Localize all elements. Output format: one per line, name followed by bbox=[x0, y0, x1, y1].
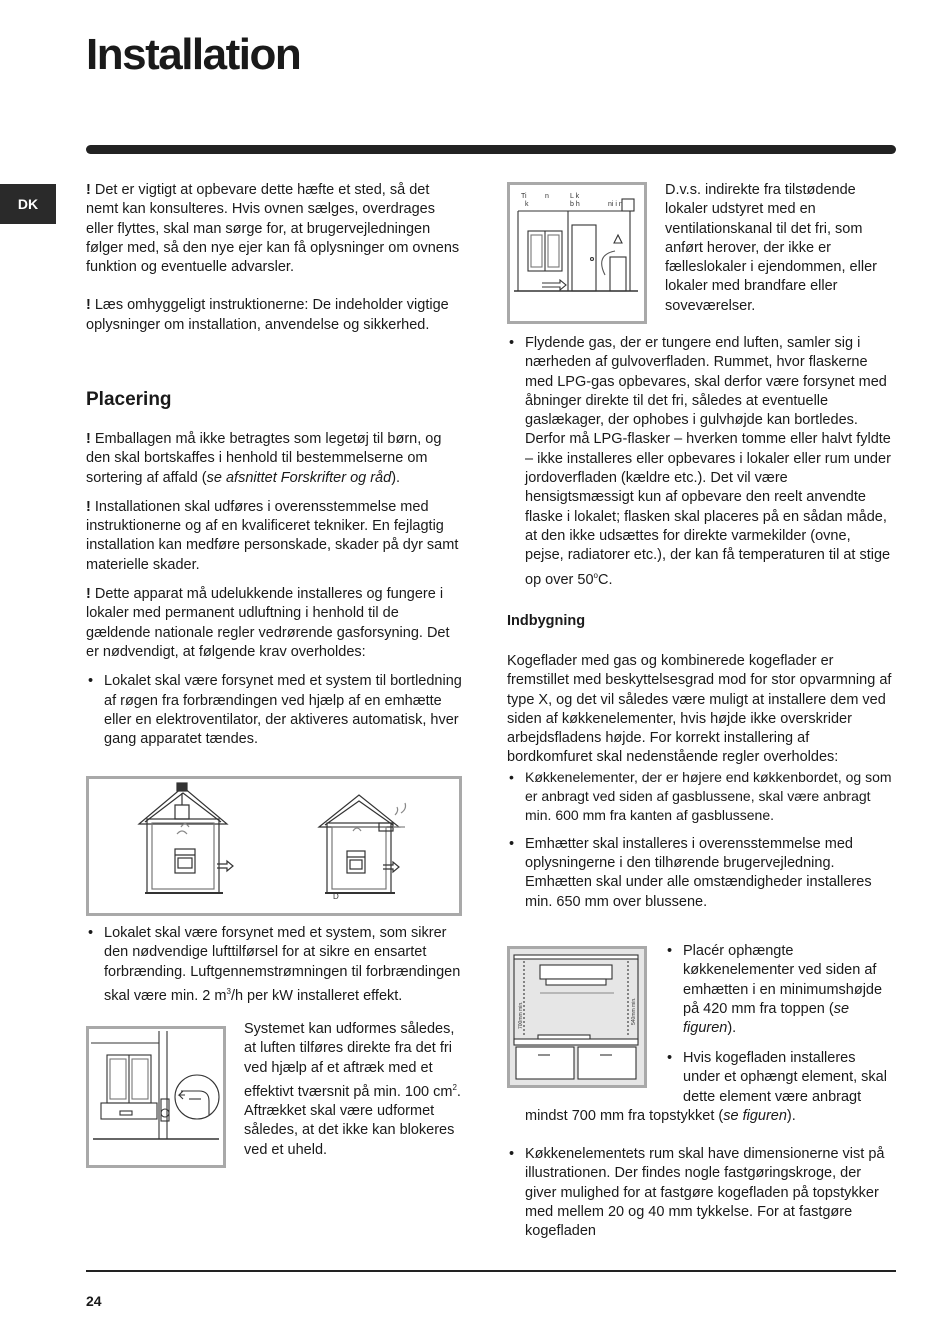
air-supply-text bbox=[86, 924, 464, 1006]
intro-paragraph-2: ! Læs omhyggeligt instruktionerne: De indeholder vigtige oplysninger om installation, anvendelse og sikkerhed. bbox=[86, 297, 449, 333]
packaging-paragraph: ! Emballagen må ikke betragtes som legetøj til børn, og den skal bortskaffes i henhold til bestemmelserne om sortering af affald (se afsnittet Forskrifter og råd). bbox=[86, 431, 442, 486]
air-intake-text bbox=[244, 1020, 464, 1160]
lpg-text bbox=[507, 334, 892, 590]
dim-right-label: 540mm min. bbox=[631, 997, 637, 1025]
air-intake-illustration bbox=[89, 1029, 223, 1165]
fig-label-1: Ti bbox=[521, 193, 527, 200]
footer-rule bbox=[86, 1270, 896, 1272]
page-number: 24 bbox=[86, 1293, 102, 1309]
page-title: Installation bbox=[86, 30, 301, 79]
title-divider bbox=[86, 145, 896, 154]
air-intake-paragraph: Systemet kan udformes således, at luften tilføres direkte fra det fri ved hjælp af et aftræk med et effektivt tværsnit på min. 100 $cm^2$. Aftrækket skal være udformet således, at det ikke kan blokeres ved et uheld. bbox=[244, 1021, 461, 1158]
lpg-bullet: • Flydende gas, der er tungere end luften, samler sig i nærheden af gulvoverfladen. Rummet, hvor flaskerne med LPG-gas opbevares, skal derfor være forsynet med åbninger direkte til det fri, således at eventuelle gaslækager, der ophobes i gulvhøjde kan bortledes. Derfor må LPG-flasker – hverken tomme eller halvt fyldte – ikke installeres eller opbevares i lokaler eller rum under jordoverfladen (kældre etc.). Det vil være hensigtsmæssigt kun af opbevare den reelt anvendte flaske i lokalet; flasken skal placeres på en sådan måde, at den ikke udsættes for direkte varmekilder (ovne, pejse, radiatorer etc.), der kan få temperaturen til at stige op over 50$^o$C. bbox=[509, 335, 891, 588]
dim-left-label: 700mm min. bbox=[518, 1001, 524, 1029]
under-element-continued: mindst 700 mm fra topstykket (se figuren). bbox=[525, 1108, 796, 1124]
cabinet-height-text bbox=[665, 942, 887, 1038]
fig-label-5: b h bbox=[570, 201, 580, 208]
indirect-text bbox=[665, 181, 895, 316]
cabinet-space-text bbox=[507, 1145, 892, 1241]
ventilation-paragraph: ! Dette apparat må udelukkende installeres og fungere i lokaler med permanent udluftning i henhold til de gældende nationale regler vedrørende gasforsyning. Det er nødvendigt, at følgende krav overholdes: bbox=[86, 586, 450, 660]
fig-label-6: ni i n bbox=[608, 201, 623, 208]
indbygning-paragraph: Kogeflader med gas og kombinerede kogeflader er fremstillet med beskyttelsesgrad mod for stor opvarmning af type X, og det vil således være muligt at installere dem ved siden af køkkenelementer, hvis højde ikke overskrider arbejdsfladens højde. For korrekt installering af bordkomfuret skal nedenstående regler overholdes: bbox=[507, 653, 892, 766]
intro-paragraph-1: ! Det er vigtigt at opbevare dette hæfte et sted, så det nemt kan konsulteres. Hvis ovnen sælges, overdrages eller flyttes, skal man sørge for, at brugervejledningen følger med, så den nye ejer kan få oplysninger om ovnens funktion og eventuelle advarsler. bbox=[86, 182, 460, 276]
installation-paragraph: ! Installationen skal udføres i overensstemmelse med instruktionerne og af en kvalificeret tekniker. En fejlagtig installation kan medføre personskade, skader på dyr samt materielle skader. bbox=[86, 498, 459, 573]
under-element-text-cont bbox=[525, 1107, 895, 1126]
fig-label-3: L k bbox=[570, 193, 580, 200]
indbygning-heading: Indbygning bbox=[507, 613, 586, 629]
air-intake-figure bbox=[86, 1026, 226, 1168]
smoke-extraction-bullet: • Lokalet skal være forsynet med et system til bortledning af røgen fra forbrændingen ved hjælp af en emhætte eller en elektroventilator, der aktiveres automatisk, hver gang apparatet tændes. bbox=[88, 673, 462, 748]
cabinet-height-bullet: • Placér ophængte køkkenelementer ved siden af emhætten i en minimumshøjde på 420 mm fra toppen (se figuren). bbox=[667, 943, 883, 1037]
indirect-ventilation-figure bbox=[507, 182, 647, 324]
cabinet-space-bullet: • Køkkenelementets rum skal have dimensionerne vist på illustrationen. Der findes nogle fastgøringskroge, der giver mulighed for at fastgøre kogefladen på topstykker med mellem 20 og 40 mm tykkelse. For at fastgøre kogefladen bbox=[509, 1146, 885, 1240]
hood-bullet: • Emhætter skal installeres i overensstemmelse med oplysningerne i den tilhørende brugervejledning. Emhætten skal under alle omstændigheder installeres min. 650 mm over blussene. bbox=[509, 835, 872, 910]
under-element-text bbox=[665, 1049, 895, 1107]
air-supply-bullet: • Lokalet skal være forsynet med et system, som sikrer den nødvendige lufttilførsel for at sikre en ensartet forbrænding. Luftgennemstrømningen til forbrændingen skal være min. 2 $m^3/h$ per kW installeret effekt. bbox=[88, 925, 461, 1004]
fig-label-2: n bbox=[545, 193, 549, 200]
indbygning-text bbox=[507, 652, 892, 912]
cabinet-distance-bullet: • Køkkenelementer, der er højere end køkkenbordet, og som er anbragt ved siden af gasblussene, skal være anbragt min. 600 mm fra kanten af gasblussene. bbox=[509, 768, 892, 823]
houses-illustration bbox=[89, 779, 459, 913]
placering-heading: Placering bbox=[86, 389, 172, 410]
ventilation-houses-figure bbox=[86, 776, 462, 916]
language-tab: DK bbox=[0, 184, 56, 224]
kitchen-dimension-figure bbox=[507, 946, 647, 1088]
left-column bbox=[86, 181, 464, 335]
under-element-bullet: • Hvis kogefladen installeres under et ophængt element, skal dette element være anbragt bbox=[667, 1050, 887, 1105]
fig-label-4: k bbox=[525, 201, 529, 208]
figure-label-d: D bbox=[333, 892, 339, 901]
indirect-paragraph: D.v.s. indirekte fra tilstødende lokaler udstyret med en ventilationskanal til det fri, som anført herover, der ikke er fælleslokaler i ejendommen, eller lokaler med brandfare eller soveværelser. bbox=[665, 182, 877, 314]
kitchen-dimension-illustration bbox=[510, 949, 644, 1085]
indirect-ventilation-illustration bbox=[510, 185, 644, 321]
placering-text bbox=[86, 430, 466, 749]
